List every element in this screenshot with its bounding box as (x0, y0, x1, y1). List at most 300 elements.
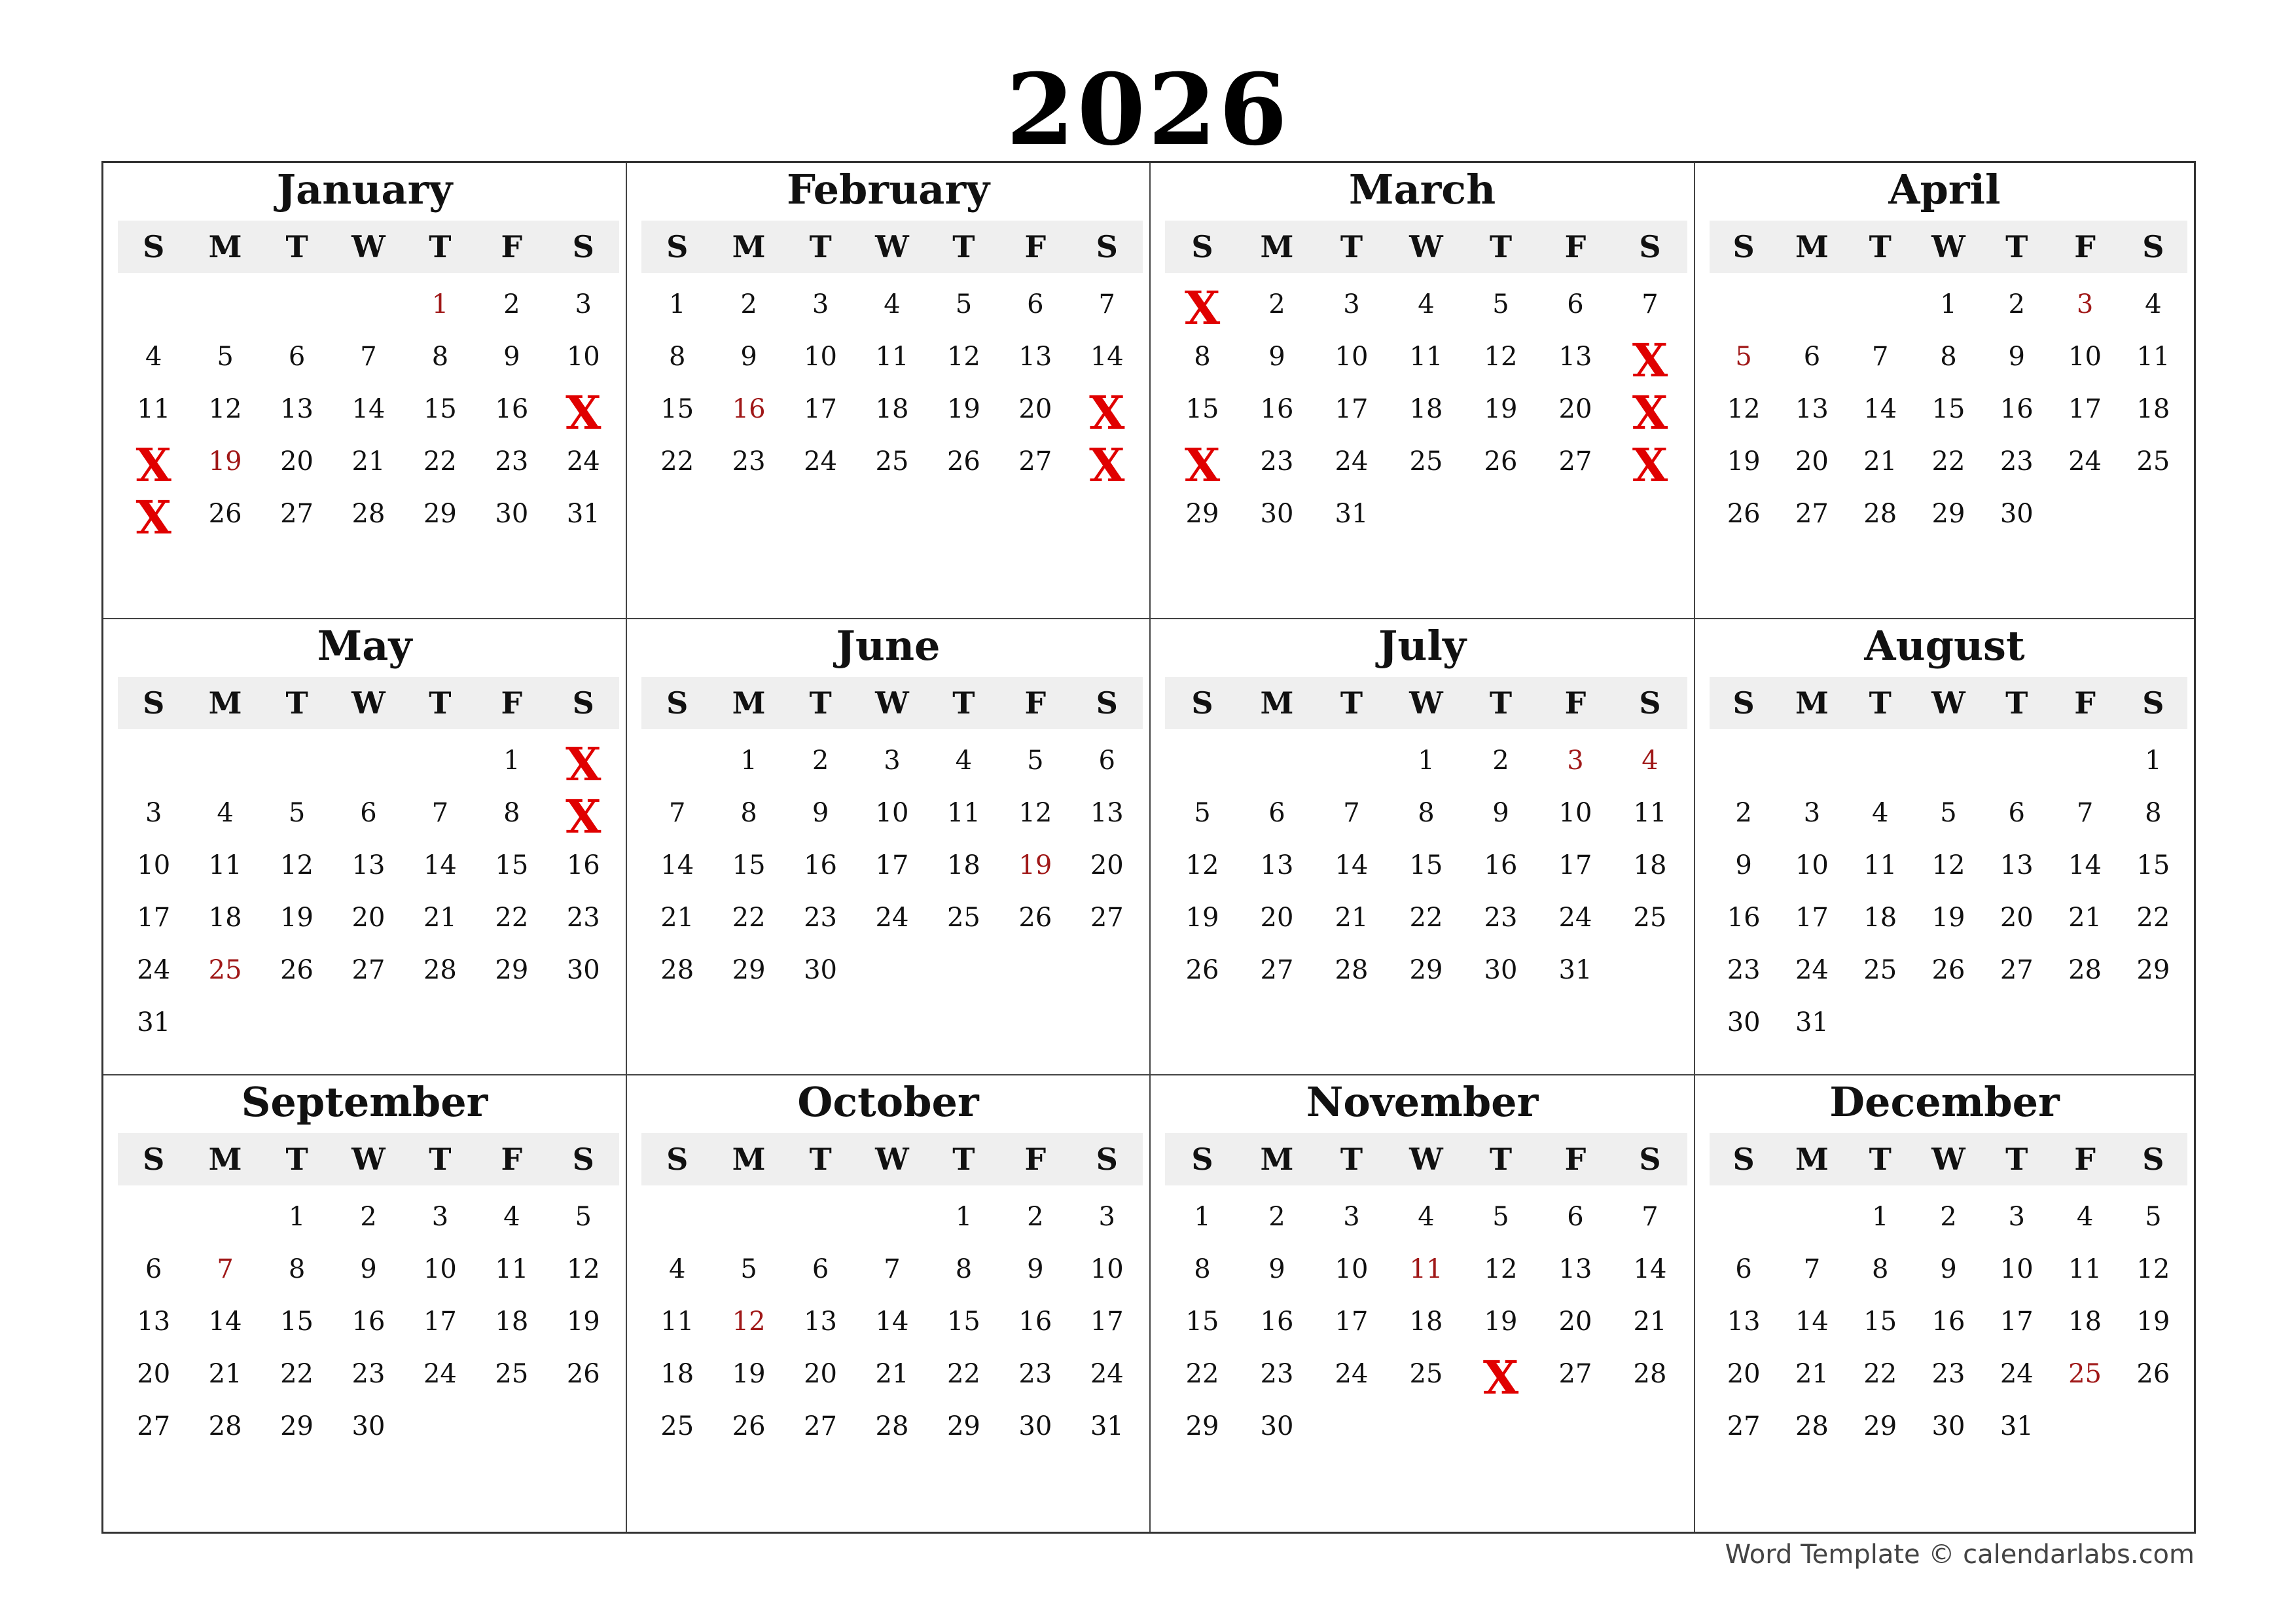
day-number: 14 (1633, 1254, 1667, 1284)
month-july (1151, 619, 1695, 1075)
day-number: 6 (288, 342, 306, 372)
day-number: 3 (145, 798, 162, 828)
day-number: 5 (1940, 798, 1957, 828)
day-number: 19 (1931, 903, 1965, 933)
weekday-label: M (732, 685, 766, 721)
weekday-label: T (1340, 229, 1363, 264)
weekday-label: T (1340, 1142, 1363, 1177)
day-number: 22 (946, 1359, 980, 1389)
day-number: 21 (1633, 1307, 1667, 1337)
day-number: 4 (668, 1254, 686, 1284)
day-number: 15 (495, 850, 529, 880)
day-number: 26 (732, 1411, 766, 1441)
day-number: 4 (503, 1202, 520, 1232)
day-number: 23 (1260, 1359, 1294, 1389)
day-number: 30 (495, 499, 529, 529)
holiday-day: 3 (1567, 746, 1584, 776)
day-number: 2 (1735, 798, 1752, 828)
day-number: 23 (351, 1359, 386, 1389)
weekday-label: T (429, 1142, 452, 1177)
day-number: 24 (566, 446, 600, 477)
day-number: 20 (804, 1359, 838, 1389)
empty-cell (785, 1191, 856, 1243)
day-number: 13 (280, 394, 314, 424)
day-number: 5 (955, 289, 973, 319)
day-number: 31 (1558, 955, 1592, 985)
empty-cell (713, 1191, 784, 1243)
day-number: 7 (1098, 289, 1115, 319)
day-number: 16 (2000, 394, 2034, 424)
day-number: 9 (360, 1254, 377, 1284)
day-number: 25 (875, 446, 909, 477)
empty-cell (1710, 734, 1778, 787)
month-name: January (276, 166, 453, 213)
day-number: 5 (2145, 1202, 2162, 1232)
holiday-day: 19 (1018, 850, 1052, 880)
day-number: 24 (137, 955, 171, 985)
day-number: 18 (660, 1359, 694, 1389)
day-number: 22 (1409, 903, 1443, 933)
x-mark: X (135, 438, 171, 492)
weekday-label: F (1564, 229, 1587, 264)
day-number: 8 (1871, 1254, 1889, 1284)
month-name: June (836, 622, 941, 670)
day-number: 7 (2076, 798, 2094, 828)
weekday-label: F (2074, 1142, 2096, 1177)
empty-cell (332, 278, 404, 331)
day-number: 14 (423, 850, 457, 880)
x-mark: X (565, 789, 601, 844)
weekday-label: M (732, 229, 766, 264)
day-number: 26 (1727, 499, 1761, 529)
day-number: 18 (2068, 1307, 2102, 1337)
day-number: 24 (2000, 1359, 2034, 1389)
month-january (103, 163, 627, 619)
weekday-label: S (143, 685, 165, 721)
day-number: 5 (575, 1202, 592, 1232)
weekday-label: T (2005, 1142, 2028, 1177)
day-number: 27 (804, 1411, 838, 1441)
empty-cell (1710, 278, 1778, 331)
weekday-header (1710, 1133, 2187, 1185)
day-number: 3 (1803, 798, 1821, 828)
weekday-header (641, 1133, 1143, 1185)
day-number: 9 (1492, 798, 1509, 828)
holiday-day: 12 (732, 1307, 766, 1337)
weekday-header (118, 221, 619, 273)
weekday-label: W (1409, 229, 1443, 264)
day-number: 14 (1090, 342, 1124, 372)
day-number: 4 (955, 746, 973, 776)
weekday-label: F (2074, 229, 2096, 264)
day-number: 24 (1335, 1359, 1369, 1389)
day-number: 18 (946, 850, 980, 880)
day-number: 9 (1268, 1254, 1285, 1284)
weekday-label: M (732, 1142, 766, 1177)
day-number: 20 (1018, 394, 1052, 424)
weekday-label: T (2005, 229, 2028, 264)
weekday-label: S (1096, 229, 1118, 264)
day-number: 23 (804, 903, 838, 933)
day-number: 12 (1931, 850, 1965, 880)
day-number: 10 (2000, 1254, 2034, 1284)
weekday-label: T (285, 229, 308, 264)
day-number: 26 (1931, 955, 1965, 985)
day-number: 10 (2068, 342, 2102, 372)
day-number: 22 (1185, 1359, 1219, 1389)
weekday-label: T (1869, 1142, 1892, 1177)
day-number: 14 (2068, 850, 2102, 880)
day-grid (1710, 734, 2187, 1049)
day-number: 25 (946, 903, 980, 933)
day-number: 23 (1018, 1359, 1052, 1389)
day-number: 9 (1027, 1254, 1044, 1284)
day-number: 29 (1409, 955, 1443, 985)
day-number: 20 (1090, 850, 1124, 880)
day-number: 16 (1931, 1307, 1965, 1337)
day-number: 21 (351, 446, 386, 477)
day-number: 26 (946, 446, 980, 477)
day-number: 8 (503, 798, 520, 828)
day-number: 1 (1940, 289, 1957, 319)
day-number: 21 (660, 903, 694, 933)
holiday-day: 11 (1409, 1254, 1443, 1284)
day-number: 23 (1260, 446, 1294, 477)
weekday-label: F (1024, 229, 1047, 264)
footer-credit: Word Template © calendarlabs.com (1725, 1540, 2195, 1570)
weekday-label: S (572, 685, 594, 721)
weekday-label: M (1260, 229, 1294, 264)
day-number: 21 (423, 903, 457, 933)
weekday-label: S (666, 1142, 689, 1177)
day-number: 20 (1558, 394, 1592, 424)
day-number: 3 (431, 1202, 449, 1232)
day-number: 6 (1567, 1202, 1584, 1232)
weekday-label: W (351, 1142, 386, 1177)
day-number: 9 (2008, 342, 2025, 372)
day-number: 16 (804, 850, 838, 880)
day-number: 8 (1194, 342, 1211, 372)
day-number: 5 (1027, 746, 1044, 776)
day-number: 19 (1185, 903, 1219, 933)
day-number: 22 (495, 903, 529, 933)
x-mark: X (1089, 438, 1125, 492)
day-number: 6 (1803, 342, 1821, 372)
holiday-day: 25 (208, 955, 242, 985)
empty-cell (641, 1191, 713, 1243)
day-grid (641, 1191, 1143, 1505)
day-number: 8 (431, 342, 449, 372)
month-name: October (797, 1078, 979, 1126)
day-number: 16 (566, 850, 600, 880)
weekday-label: S (572, 229, 594, 264)
empty-cell (1778, 278, 1846, 331)
day-number: 23 (2000, 446, 2034, 477)
day-number: 18 (1863, 903, 1897, 933)
day-number: 27 (1727, 1411, 1761, 1441)
day-number: 18 (208, 903, 242, 933)
day-number: 6 (1268, 798, 1285, 828)
day-number: 30 (1484, 955, 1518, 985)
month-name: July (1378, 622, 1466, 670)
day-number: 15 (1185, 394, 1219, 424)
day-number: 3 (575, 289, 592, 319)
day-number: 16 (1018, 1307, 1052, 1337)
weekday-label: S (1732, 229, 1755, 264)
empty-cell (1846, 734, 1914, 787)
weekday-label: W (875, 1142, 909, 1177)
weekday-label: S (1639, 229, 1661, 264)
day-number: 4 (2076, 1202, 2094, 1232)
day-number: 10 (1558, 798, 1592, 828)
day-number: 27 (1260, 955, 1294, 985)
day-number: 20 (137, 1359, 171, 1389)
day-number: 30 (1018, 1411, 1052, 1441)
day-number: 9 (1940, 1254, 1957, 1284)
day-number: 18 (2136, 394, 2170, 424)
day-number: 3 (1343, 289, 1360, 319)
day-number: 17 (1090, 1307, 1124, 1337)
day-number: 29 (946, 1411, 980, 1441)
empty-cell (1240, 734, 1314, 787)
empty-cell (261, 278, 332, 331)
day-number: 5 (1194, 798, 1211, 828)
day-number: 22 (1863, 1359, 1897, 1389)
weekday-label: S (1191, 1142, 1213, 1177)
day-number: 17 (1335, 394, 1369, 424)
day-number: 24 (1090, 1359, 1124, 1389)
day-number: 4 (1871, 798, 1889, 828)
month-november (1151, 1075, 1695, 1532)
day-number: 29 (1931, 499, 1965, 529)
day-number: 17 (2068, 394, 2102, 424)
day-number: 19 (280, 903, 314, 933)
empty-cell (189, 1191, 260, 1243)
holiday-day: 1 (431, 289, 449, 319)
day-number: 23 (732, 446, 766, 477)
weekday-header (118, 1133, 619, 1185)
day-number: 14 (208, 1307, 242, 1337)
day-number: 17 (2000, 1307, 2034, 1337)
holiday-day: 3 (2076, 289, 2094, 319)
day-number: 21 (1863, 446, 1897, 477)
day-number: 1 (668, 289, 686, 319)
day-number: 16 (1727, 903, 1761, 933)
empty-cell (1314, 734, 1389, 787)
empty-cell (118, 734, 189, 787)
weekday-label: S (1732, 1142, 1755, 1177)
day-number: 5 (740, 1254, 757, 1284)
day-number: 6 (2008, 798, 2025, 828)
weekday-label: M (1795, 685, 1829, 721)
day-number: 21 (208, 1359, 242, 1389)
day-number: 11 (208, 850, 242, 880)
empty-cell (189, 278, 260, 331)
day-number: 10 (423, 1254, 457, 1284)
day-grid (118, 278, 619, 592)
day-number: 2 (503, 289, 520, 319)
day-number: 12 (946, 342, 980, 372)
day-number: 12 (566, 1254, 600, 1284)
day-number: 2 (1027, 1202, 1044, 1232)
day-number: 13 (1558, 1254, 1592, 1284)
day-number: 8 (668, 342, 686, 372)
x-mark: X (1632, 333, 1668, 388)
day-number: 17 (137, 903, 171, 933)
day-number: 12 (2136, 1254, 2170, 1284)
day-number: 27 (1558, 446, 1592, 477)
weekday-label: T (1869, 229, 1892, 264)
day-number: 28 (875, 1411, 909, 1441)
day-number: 15 (1409, 850, 1443, 880)
day-number: 3 (812, 289, 829, 319)
day-number: 24 (423, 1359, 457, 1389)
day-number: 23 (1484, 903, 1518, 933)
day-number: 3 (1098, 1202, 1115, 1232)
day-number: 15 (280, 1307, 314, 1337)
weekday-header (641, 221, 1143, 273)
day-number: 9 (1268, 342, 1285, 372)
day-number: 16 (351, 1307, 386, 1337)
day-number: 31 (2000, 1411, 2034, 1441)
day-number: 28 (2068, 955, 2102, 985)
day-number: 17 (1795, 903, 1829, 933)
day-number: 19 (566, 1307, 600, 1337)
weekday-label: T (1489, 685, 1513, 721)
year-title: 2026 (1006, 52, 1290, 168)
day-number: 11 (946, 798, 980, 828)
day-number: 27 (1795, 499, 1829, 529)
month-august (1695, 619, 2194, 1075)
day-number: 4 (884, 289, 901, 319)
day-number: 29 (2136, 955, 2170, 985)
weekday-label: F (1024, 1142, 1047, 1177)
day-number: 24 (1558, 903, 1592, 933)
day-number: 7 (668, 798, 686, 828)
day-number: 18 (1409, 1307, 1443, 1337)
day-number: 19 (946, 394, 980, 424)
day-number: 4 (1418, 1202, 1435, 1232)
day-number: 8 (955, 1254, 973, 1284)
day-number: 14 (660, 850, 694, 880)
day-number: 27 (351, 955, 386, 985)
day-number: 22 (1931, 446, 1965, 477)
day-number: 27 (137, 1411, 171, 1441)
day-grid (1710, 278, 2187, 592)
day-number: 10 (875, 798, 909, 828)
day-number: 13 (1260, 850, 1294, 880)
day-number: 6 (360, 798, 377, 828)
day-number: 30 (1260, 1411, 1294, 1441)
day-number: 25 (1633, 903, 1667, 933)
weekday-header (641, 677, 1143, 729)
day-number: 10 (1335, 1254, 1369, 1284)
weekday-label: F (501, 685, 523, 721)
day-number: 22 (732, 903, 766, 933)
day-number: 10 (137, 850, 171, 880)
empty-cell (1982, 734, 2051, 787)
day-number: 16 (1260, 394, 1294, 424)
day-grid (118, 1191, 619, 1505)
empty-cell (1710, 1191, 1778, 1243)
weekday-label: T (1869, 685, 1892, 721)
day-number: 17 (1558, 850, 1592, 880)
weekday-label: S (2142, 1142, 2164, 1177)
x-mark: X (1632, 438, 1668, 492)
day-number: 16 (1484, 850, 1518, 880)
day-number: 20 (351, 903, 386, 933)
day-number: 22 (2136, 903, 2170, 933)
day-number: 25 (1409, 1359, 1443, 1389)
empty-cell (1914, 734, 1982, 787)
day-number: 28 (1633, 1359, 1667, 1389)
weekday-label: W (1931, 685, 1965, 721)
weekday-label: M (1795, 1142, 1829, 1177)
weekday-label: M (1795, 229, 1829, 264)
empty-cell (189, 734, 260, 787)
weekday-label: S (1096, 1142, 1118, 1177)
day-grid (641, 734, 1143, 1049)
day-number: 18 (1409, 394, 1443, 424)
day-number: 18 (495, 1307, 529, 1337)
empty-cell (261, 734, 332, 787)
month-september (103, 1075, 627, 1532)
day-number: 15 (423, 394, 457, 424)
weekday-label: S (1732, 685, 1755, 721)
day-number: 13 (351, 850, 386, 880)
day-number: 21 (875, 1359, 909, 1389)
day-number: 13 (2000, 850, 2034, 880)
weekday-label: T (285, 1142, 308, 1177)
calendar-grid (101, 161, 2196, 1534)
weekday-label: W (1931, 1142, 1965, 1177)
weekday-label: T (809, 229, 832, 264)
weekday-header (1165, 677, 1687, 729)
weekday-header (1165, 221, 1687, 273)
weekday-header (1165, 1133, 1687, 1185)
day-number: 1 (2145, 746, 2162, 776)
day-number: 29 (1185, 1411, 1219, 1441)
day-number: 31 (137, 1007, 171, 1038)
x-mark: X (1184, 438, 1221, 492)
day-number: 6 (1567, 289, 1584, 319)
day-number: 23 (495, 446, 529, 477)
day-number: 1 (288, 1202, 306, 1232)
weekday-label: W (1409, 685, 1443, 721)
day-number: 15 (1185, 1307, 1219, 1337)
day-number: 8 (1194, 1254, 1211, 1284)
day-number: 8 (740, 798, 757, 828)
weekday-label: M (1260, 685, 1294, 721)
day-number: 30 (351, 1411, 386, 1441)
day-number: 30 (566, 955, 600, 985)
day-number: 27 (1090, 903, 1124, 933)
day-number: 30 (1260, 499, 1294, 529)
day-number: 22 (660, 446, 694, 477)
day-number: 14 (1795, 1307, 1829, 1337)
day-number: 21 (1335, 903, 1369, 933)
weekday-label: T (952, 229, 975, 264)
day-number: 10 (1090, 1254, 1124, 1284)
day-number: 3 (884, 746, 901, 776)
x-mark: X (1089, 386, 1125, 440)
weekday-label: T (809, 1142, 832, 1177)
day-number: 18 (1633, 850, 1667, 880)
day-number: 24 (2068, 446, 2102, 477)
weekday-label: S (143, 1142, 165, 1177)
day-number: 6 (1098, 746, 1115, 776)
weekday-label: F (501, 229, 523, 264)
